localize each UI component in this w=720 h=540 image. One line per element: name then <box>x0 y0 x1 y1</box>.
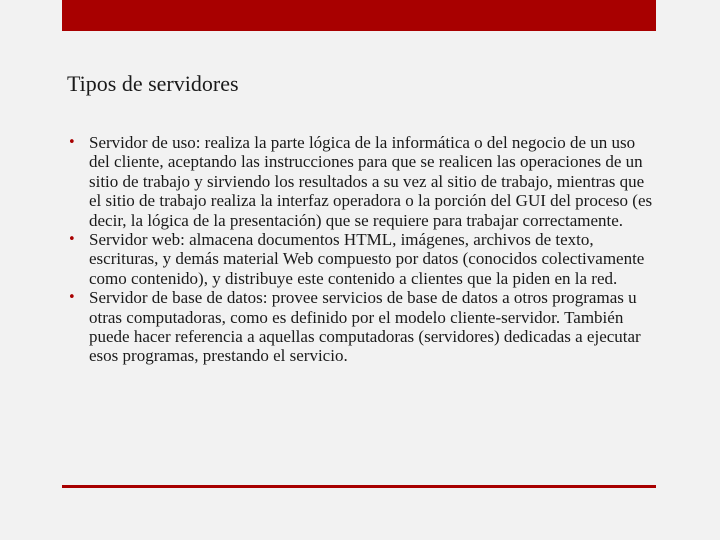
bullet-item-servidor-de-uso <box>67 133 659 230</box>
bullet-marker: • <box>68 232 76 248</box>
bullet-text: Servidor de base de datos: provee servicios de base de datos a otros programas u otras computadoras, como es definido por el modelo cliente-servidor. También puede hacer referencia a aquellas computadoras (servidores) dedicadas a ejecutar esos programas, prestando el servicio. <box>89 288 641 366</box>
top-accent-bar <box>62 0 656 31</box>
bullet-item-servidor-web <box>67 230 659 288</box>
slide-title: Tipos de servidores <box>67 71 239 96</box>
bullet-marker: • <box>68 290 76 306</box>
bullet-text: Servidor web: almacena documentos HTML, imágenes, archivos de texto, escrituras, y demás material Web compuesto por datos (conocidos colectivamente como contenido), y distribuye este contenido a clientes que la piden en la red. <box>89 230 645 288</box>
bottom-divider-line <box>62 485 656 488</box>
bullet-item-servidor-base-de-datos <box>67 288 659 366</box>
bullet-list <box>67 133 659 366</box>
bullet-marker: • <box>68 135 76 150</box>
bullet-text: Servidor de uso: realiza la parte lógica de la informática o del negocio de un uso del cliente, aceptando las instrucciones para que se realicen las operaciones de un sitio de trabajo y sirviendo los resultados a su vez al sitio de trabajo, mientras que el sitio de trabajo realiza la interfaz operadora o la porción del GUI del proceso (es decir, la lógica de la presentación) que se requiere para trabajar correctamente. <box>89 133 653 230</box>
